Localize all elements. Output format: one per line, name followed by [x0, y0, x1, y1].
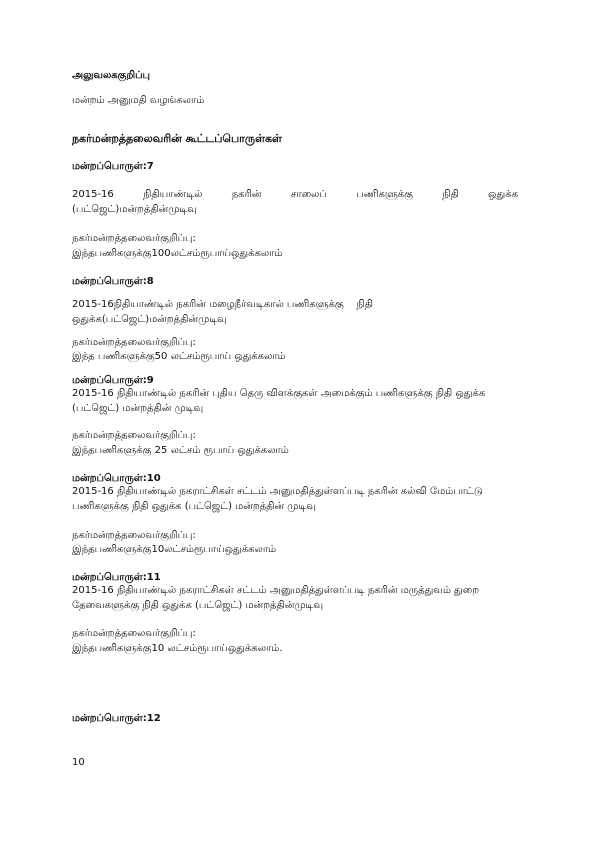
- item-12-heading: மன்றப்பொருள்:12: [72, 713, 161, 724]
- item-9-line1: 2015-16 நிதியாண்டில் நகரின் புதிய தெரு விளக்குகள் அமைக்கும் பணிகளுக்கு நிதி ஒதுக்க: [72, 388, 486, 399]
- item-9-heading: மன்றப்பொருள்:9: [72, 375, 154, 386]
- item-8-heading: மன்றப்பொருள்:8: [72, 276, 154, 287]
- item-7-word: ஒதுக்க: [488, 189, 518, 200]
- item-10-line2: பணிகளுக்கு நிதி ஒதுக்க (பட்ஜெட்) மன்றத்தின் முடிவு: [72, 501, 316, 512]
- item-10-note-text: இந்தபணிகளுக்கு10லட்சம்ரூபாய்ஒதுக்கலாம்: [72, 544, 277, 555]
- item-8-line2: ஒதுக்க(பட்ஜெட்)மன்றத்தின்முடிவு: [72, 314, 227, 325]
- office-note-heading: அலுவலககுறிப்பு: [72, 70, 150, 81]
- item-10-note-label: நகர்மன்றத்தலைவர்குறிப்பு:: [72, 530, 196, 541]
- item-11-heading: மன்றப்பொருள்:11: [72, 572, 161, 583]
- item-11-note-label: நகர்மன்றத்தலைவர்குறிப்பு:: [72, 628, 196, 639]
- item-8-line1: 2015-16நிதியாண்டில் நகரின் மழைநீர்வடிகால் பணிகளுக்கு நிதி: [72, 299, 373, 310]
- item-9-note-label: நகர்மன்றத்தலைவர்குறிப்பு:: [72, 430, 196, 441]
- item-7-word: 2015-16: [72, 189, 114, 200]
- item-9-line2: (பட்ஜெட்) மன்றத்தின் முடிவு: [72, 403, 204, 414]
- item-7-word: நகரின்: [231, 189, 262, 200]
- item-7-line1: [72, 188, 518, 202]
- item-7-note-label: நகர்மன்றத்தலைவர்குறிப்பு:: [72, 233, 196, 244]
- item-10-line1: 2015-16 நிதியாண்டில் நகராட்சிகள் சட்டம் அனுமதித்துள்ளப்படி நகரின் கல்வி மேம்பாட்டு: [72, 486, 483, 497]
- item-7-line2: (பட்ஜெட்)மன்றத்தின்முடிவு: [72, 204, 197, 215]
- item-11-line2: தேவைகளுக்கு நிதி ஒதுக்க (பட்ஜெட்) மன்றத்தின்முடிவு: [72, 600, 324, 611]
- item-7-word: சாலைப்: [290, 189, 327, 200]
- item-7-word: நிதி: [442, 189, 459, 200]
- item-7-word: நிதியாண்டில்: [143, 189, 203, 200]
- section-title: நகர்மன்றத்தலைவரின் கூட்டப்பொருள்கள்: [72, 132, 282, 145]
- office-note-text: மன்றம் அனுமதி வழங்கலாம்: [72, 95, 205, 106]
- item-8-note-text: இந்த பணிகளுக்கு50 லட்சம்ரூபாய் ஒதுக்கலாம்: [72, 351, 286, 362]
- item-11-note-text: இந்தபணிகளுக்கு10 லட்சம்ரூபாய்ஒதுக்கலாம்.: [72, 643, 283, 654]
- item-7-note-text: இந்தபணிகளுக்கு100லட்சம்ரூபாய்ஒதுக்கலாம்: [72, 248, 283, 259]
- item-8-note-label: நகர்மன்றத்தலைவர்குறிப்பு:: [72, 337, 196, 348]
- item-7-word: பணிகளுக்கு: [356, 189, 413, 200]
- item-7-heading: மன்றப்பொருள்:7: [72, 161, 154, 172]
- item-9-note-text: இந்தபணிகளுக்கு 25 லட்சம் ரூபாய் ஒதுக்கலாம்: [72, 445, 289, 456]
- item-10-heading: மன்றப்பொருள்:10: [72, 473, 161, 484]
- page-number: 10: [72, 757, 85, 768]
- item-11-line1: 2015-16 நிதியாண்டில் நகராட்சிகள் சட்டம் அனுமதித்துள்ளப்படி நகரின் மருத்துவம் துறை: [72, 585, 480, 596]
